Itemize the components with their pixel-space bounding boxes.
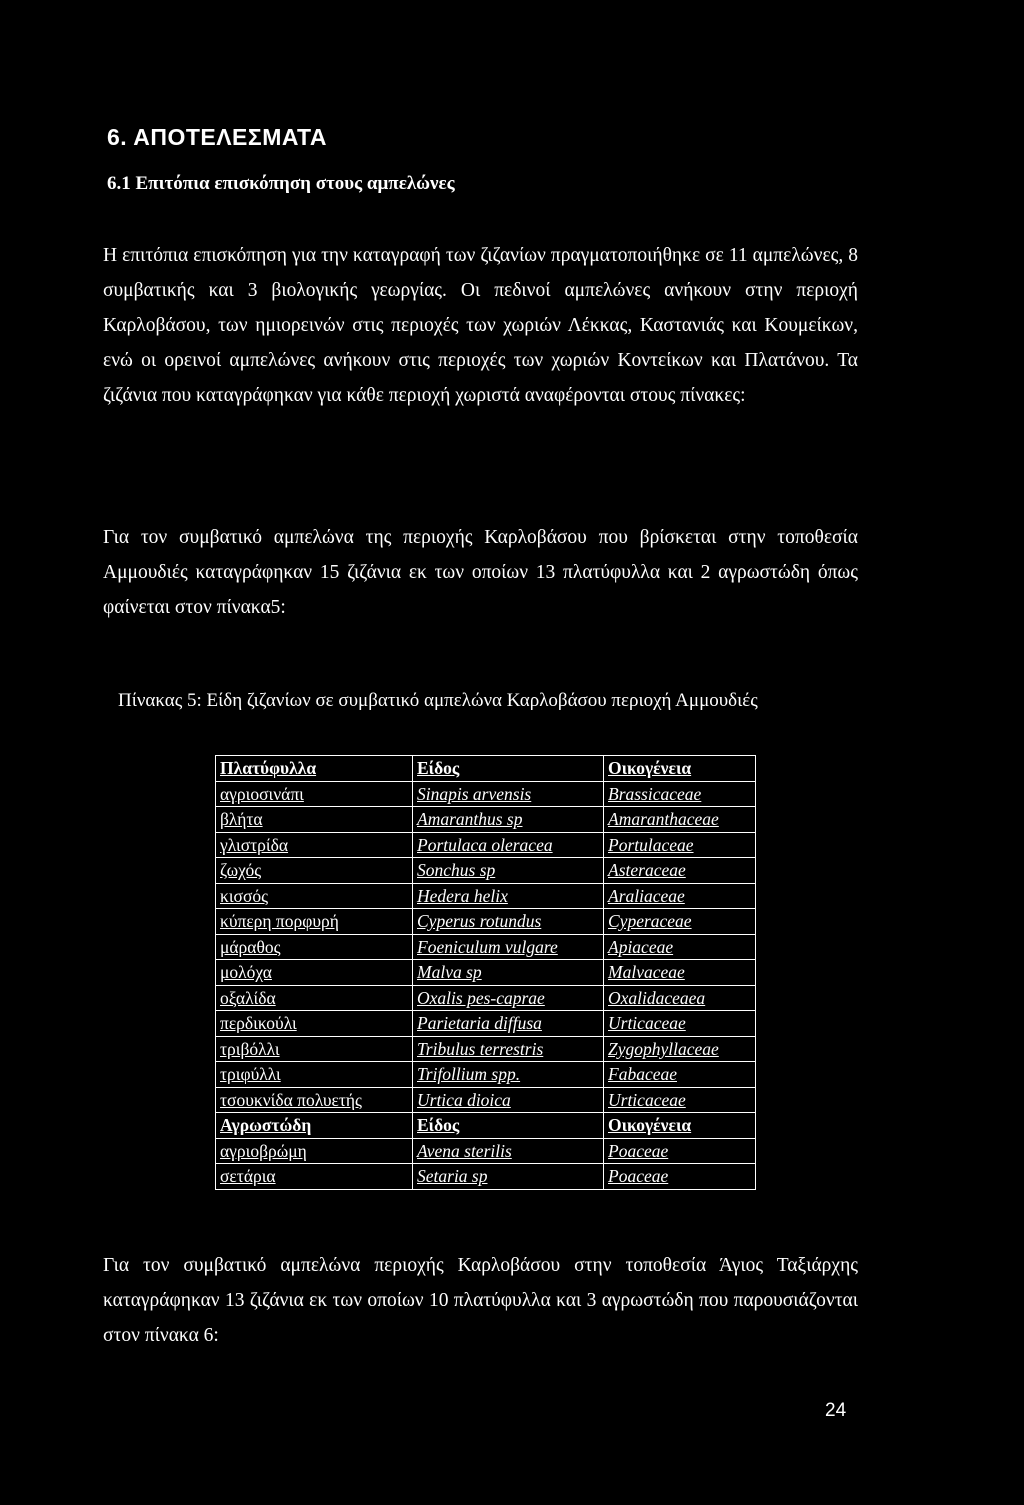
table-subheader-row	[216, 1113, 756, 1139]
table-row	[216, 1087, 756, 1113]
table-row	[216, 909, 756, 935]
family-cell: Urticaceae	[604, 1011, 756, 1037]
header-cell: Οικογένεια	[604, 756, 756, 782]
family-cell: Malvaceae	[604, 960, 756, 986]
family-cell: Asteraceae	[604, 858, 756, 884]
table-row	[216, 1036, 756, 1062]
family-cell: Brassicaceae	[604, 781, 756, 807]
table-row	[216, 985, 756, 1011]
table-header-row	[216, 756, 756, 782]
species-cell: Oxalis pes-caprae	[413, 985, 604, 1011]
family-cell: Portulaceae	[604, 832, 756, 858]
species-cell: Avena sterilis	[413, 1138, 604, 1164]
species-cell: Cyperus rotundus	[413, 909, 604, 935]
species-cell: Foeniculum vulgare	[413, 934, 604, 960]
common-name-cell: ζωχός	[216, 858, 413, 884]
common-name-cell: αγριοβρώμη	[216, 1138, 413, 1164]
table-row	[216, 1062, 756, 1088]
species-cell: Setaria sp	[413, 1164, 604, 1190]
species-cell: Trifollium spp.	[413, 1062, 604, 1088]
table-caption: Πίνακας 5: Είδη ζιζανίων σε συμβατικό αμπελώνα Καρλοβάσου περιοχή Αμμουδιές	[118, 690, 758, 711]
common-name-cell: περδικούλι	[216, 1011, 413, 1037]
table-row	[216, 807, 756, 833]
table-row	[216, 960, 756, 986]
species-cell: Portulaca oleracea	[413, 832, 604, 858]
common-name-cell: γλιστρίδα	[216, 832, 413, 858]
table-row	[216, 832, 756, 858]
common-name-cell: σετάρια	[216, 1164, 413, 1190]
common-name-cell: κισσός	[216, 883, 413, 909]
header-cell: Είδος	[413, 1113, 604, 1139]
species-cell: Sonchus sp	[413, 858, 604, 884]
table-row	[216, 781, 756, 807]
subsection-heading: 6.1 Επιτόπια επισκόπηση στους αμπελώνες	[107, 173, 455, 194]
common-name-cell: βλήτα	[216, 807, 413, 833]
family-cell: Amaranthaceae	[604, 807, 756, 833]
family-cell: Fabaceae	[604, 1062, 756, 1088]
common-name-cell: τριφύλλι	[216, 1062, 413, 1088]
family-cell: Urticaceae	[604, 1087, 756, 1113]
section-heading: 6. ΑΠΟΤΕΛΕΣΜΑΤΑ	[107, 124, 328, 150]
species-cell: Tribulus terrestris	[413, 1036, 604, 1062]
table-row	[216, 1164, 756, 1190]
family-cell: Oxalidaceaea	[604, 985, 756, 1011]
common-name-cell: τσουκνίδα πολυετής	[216, 1087, 413, 1113]
species-cell: Hedera helix	[413, 883, 604, 909]
family-cell: Zygophyllaceae	[604, 1036, 756, 1062]
common-name-cell: τριβόλλι	[216, 1036, 413, 1062]
species-cell: Urtica dioica	[413, 1087, 604, 1113]
header-cell: Είδος	[413, 756, 604, 782]
table-row	[216, 1138, 756, 1164]
family-cell: Poaceae	[604, 1164, 756, 1190]
table-row	[216, 858, 756, 884]
common-name-cell: μάραθος	[216, 934, 413, 960]
family-cell: Araliaceae	[604, 883, 756, 909]
common-name-cell: αγριοσινάπι	[216, 781, 413, 807]
header-cell: Πλατύφυλλα	[216, 756, 413, 782]
family-cell: Apiaceae	[604, 934, 756, 960]
common-name-cell: οξαλίδα	[216, 985, 413, 1011]
weed-species-table	[215, 755, 756, 1190]
family-cell: Cyperaceae	[604, 909, 756, 935]
common-name-cell: μολόχα	[216, 960, 413, 986]
species-cell: Amaranthus sp	[413, 807, 604, 833]
family-cell: Poaceae	[604, 1138, 756, 1164]
intro-paragraph: Η επιτόπια επισκόπηση για την καταγραφή των ζιζανίων πραγματοποιήθηκε σε 11 αμπελώνες, 8 συμβατικής και 3 βιολογικής γεωργίας. Οι πεδινοί αμπελώνες ανήκουν στην περιοχή Καρλοβάσου, των ημιορεινών στις περιοχές των χωριών Λέκκας, Καστανιάς και Κουμείκων, ενώ οι ορεινοί αμπελώνες ανήκουν στις περιοχές των χωριών Κοντείκων και Πλατάνου. Τα ζιζάνια που καταγράφηκαν για κάθε περιοχή χωριστά αναφέρονται στους πίνακες:	[103, 245, 858, 406]
species-cell: Parietaria diffusa	[413, 1011, 604, 1037]
common-name-cell: κύπερη πορφυρή	[216, 909, 413, 935]
header-cell: Αγρωστώδη	[216, 1113, 413, 1139]
header-cell: Οικογένεια	[604, 1113, 756, 1139]
table-row	[216, 1011, 756, 1037]
ammoudies-paragraph: Για τον συμβατικό αμπελώνα της περιοχής Καρλοβάσου που βρίσκεται στην τοποθεσία Αμμουδιές καταγράφηκαν 15 ζιζάνια εκ των οποίων 13 πλατύφυλλα και 2 αγρωστώδη όπως φαίνεται στον πίνακα5:	[103, 527, 858, 618]
species-cell: Malva sp	[413, 960, 604, 986]
page-number: 24	[825, 1400, 847, 1421]
species-cell: Sinapis arvensis	[413, 781, 604, 807]
table-row	[216, 934, 756, 960]
table-row	[216, 883, 756, 909]
agios-taxiarchis-paragraph: Για τον συμβατικό αμπελώνα περιοχής Καρλοβάσου στην τοποθεσία Άγιος Ταξιάρχης καταγράφηκαν 13 ζιζάνια εκ των οποίων 10 πλατύφυλλα και 3 αγρωστώδη που παρουσιάζονται στον πίνακα 6:	[103, 1255, 858, 1346]
